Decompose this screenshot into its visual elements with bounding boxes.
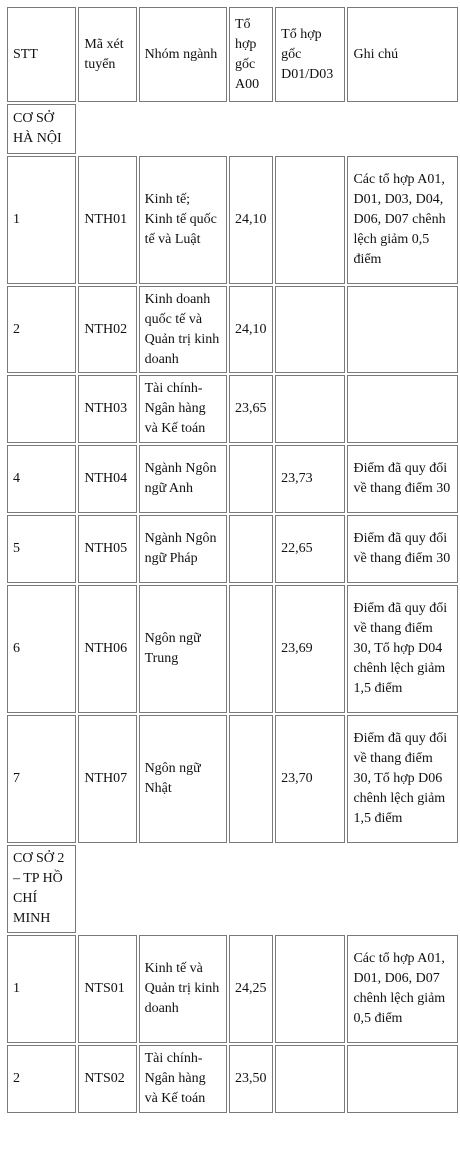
ghichu-cell: Các tổ hợp A01, D01, D06, D07 chênh lệch giảm 0,5 điểm <box>347 935 458 1043</box>
stt-cell: 4 <box>7 445 76 513</box>
section-row-hanoi <box>7 104 458 154</box>
d01-cell <box>275 286 345 373</box>
a00-cell: 23,65 <box>229 375 273 443</box>
header-ghi-chu: Ghi chú <box>347 7 458 102</box>
ma-cell: NTS02 <box>78 1045 136 1113</box>
d01-cell: 23,73 <box>275 445 345 513</box>
stt-cell: 7 <box>7 715 76 843</box>
a00-cell: 24,25 <box>229 935 273 1043</box>
nganh-cell: Kinh doanh quốc tế và Quản trị kinh doanh <box>139 286 227 373</box>
a00-cell <box>229 715 273 843</box>
a00-cell <box>229 445 273 513</box>
nganh-cell: Tài chính-Ngân hàng và Kế toán <box>139 1045 227 1113</box>
d01-cell: 23,69 <box>275 585 345 713</box>
section-label: CƠ SỞ HÀ NỘI <box>7 104 76 154</box>
stt-cell: 2 <box>7 286 76 373</box>
table-row <box>7 375 458 443</box>
section-label: CƠ SỞ 2 – TP HỒ CHÍ MINH <box>7 845 76 933</box>
ghichu-cell: Điểm đã quy đổi về thang điểm 30, Tổ hợp D04 chênh lệch giảm 1,5 điểm <box>347 585 458 713</box>
a00-cell <box>229 585 273 713</box>
stt-cell <box>7 375 76 443</box>
ma-cell: NTH04 <box>78 445 136 513</box>
table-row <box>7 585 458 713</box>
nganh-cell: Ngành Ngôn ngữ Anh <box>139 445 227 513</box>
ghichu-cell: Điểm đã quy đổi về thang điểm 30 <box>347 515 458 583</box>
ma-cell: NTH06 <box>78 585 136 713</box>
ghichu-cell: Các tổ hợp A01, D01, D03, D04, D06, D07 chênh lệch giảm 0,5 điểm <box>347 156 458 284</box>
header-ma-xet-tuyen: Mã xét tuyển <box>78 7 136 102</box>
table-row <box>7 1045 458 1113</box>
d01-cell <box>275 1045 345 1113</box>
stt-cell: 2 <box>7 1045 76 1113</box>
ma-cell: NTH07 <box>78 715 136 843</box>
nganh-cell: Kinh tế và Quản trị kinh doanh <box>139 935 227 1043</box>
nganh-cell: Tài chính-Ngân hàng và Kế toán <box>139 375 227 443</box>
nganh-cell: Ngôn ngữ Trung <box>139 585 227 713</box>
header-a00: Tổ hợp gốc A00 <box>229 7 273 102</box>
table-row <box>7 715 458 843</box>
d01-cell <box>275 935 345 1043</box>
table-row <box>7 445 458 513</box>
ma-cell: NTH01 <box>78 156 136 284</box>
header-stt: STT <box>7 7 76 102</box>
a00-cell: 24,10 <box>229 156 273 284</box>
ma-cell: NTH02 <box>78 286 136 373</box>
ghichu-cell: Điểm đã quy đổi về thang điểm 30 <box>347 445 458 513</box>
section-row-hcm <box>7 845 458 933</box>
stt-cell: 5 <box>7 515 76 583</box>
nganh-cell: Kinh tế; Kinh tế quốc tế và Luật <box>139 156 227 284</box>
stt-cell: 1 <box>7 935 76 1043</box>
nganh-cell: Ngành Ngôn ngữ Pháp <box>139 515 227 583</box>
ma-cell: NTH03 <box>78 375 136 443</box>
d01-cell <box>275 375 345 443</box>
ghichu-cell <box>347 1045 458 1113</box>
d01-cell: 23,70 <box>275 715 345 843</box>
nganh-cell: Ngôn ngữ Nhật <box>139 715 227 843</box>
a00-cell: 24,10 <box>229 286 273 373</box>
ghichu-cell <box>347 286 458 373</box>
d01-cell: 22,65 <box>275 515 345 583</box>
d01-cell <box>275 156 345 284</box>
admission-scores-table <box>5 5 460 1115</box>
header-d01-d03: Tổ hợp gốc D01/D03 <box>275 7 345 102</box>
a00-cell: 23,50 <box>229 1045 273 1113</box>
ghichu-cell: Điểm đã quy đổi về thang điểm 30, Tổ hợp D06 chênh lệch giảm 1,5 điểm <box>347 715 458 843</box>
table-row <box>7 935 458 1043</box>
stt-cell: 6 <box>7 585 76 713</box>
ma-cell: NTH05 <box>78 515 136 583</box>
table-row <box>7 156 458 284</box>
header-nhom-nganh: Nhóm ngành <box>139 7 227 102</box>
header-row <box>7 7 458 102</box>
ma-cell: NTS01 <box>78 935 136 1043</box>
table-row <box>7 286 458 373</box>
ghichu-cell <box>347 375 458 443</box>
table-row <box>7 515 458 583</box>
stt-cell: 1 <box>7 156 76 284</box>
a00-cell <box>229 515 273 583</box>
